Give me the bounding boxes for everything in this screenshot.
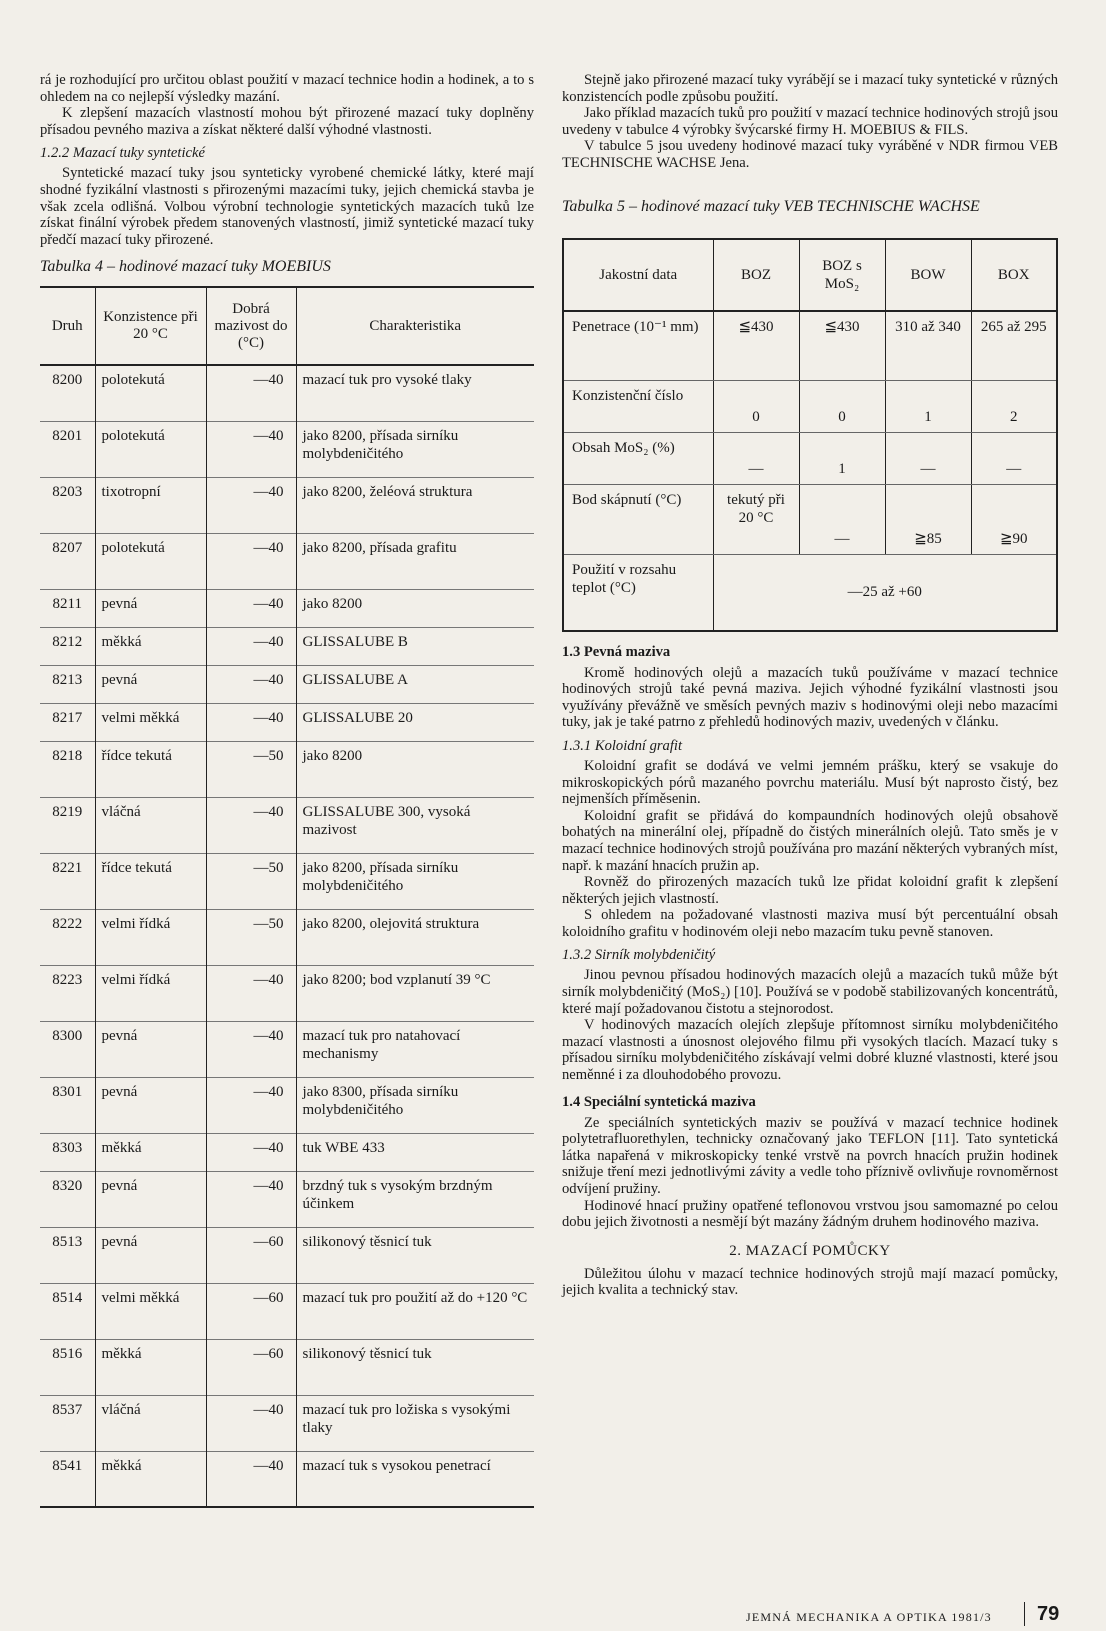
table-cell: jako 8200, přísada sirníku molybdeničitého: [296, 853, 534, 909]
paragraph: Jinou pevnou přísadou hodinových mazacích olejů a mazacích tuků může být sirník molybdeničitý (MoS₂) [10]. Používá se v podobě stabilizovaných koncentrátů, které mají požadovanou čistotu a stejnorodost.: [562, 967, 1058, 1017]
table-cell: silikonový těsnicí tuk: [296, 1339, 534, 1395]
table-cell: 8200: [52, 372, 83, 389]
table-cell: —40: [206, 665, 296, 703]
table-cell: silikonový těsnicí tuk: [296, 1227, 534, 1283]
table-cell: jako 8200, želéová struktura: [296, 477, 534, 533]
table-cell: měkká: [95, 1133, 206, 1171]
table-row: [40, 1021, 534, 1077]
table-header: BOZ: [713, 239, 799, 311]
paragraph: Hodinové hnací pružiny opatřené teflonovou vrstvou jsou samomazné po celou dobu jejich životnosti a nesmějí být mazány žádným druhem hodinového maziva.: [562, 1197, 1058, 1231]
table-4-caption: Tabulka 4 – hodinové mazací tuky MOEBIUS: [40, 258, 331, 276]
table-header: Dobrá mazivost do (°C): [206, 287, 296, 365]
table-cell: —40: [206, 589, 296, 627]
section-heading-1-3-2: 1.3.2 Sirník molybdeničitý: [562, 947, 716, 964]
paragraph: Syntetické mazací tuky jsou synteticky vyrobené chemické látky, které mají shodné fyzikální vlastnosti s přirozenými mazacími tuky, jejich chemická stavba je však zcela odlišná. Volbou výrobní technologie syntetických mazacích tuků lze získat finální výrobek předem stanovených vlastností, jimiž syntetické mazací tuky předčí mazací tuky přirozené.: [40, 165, 534, 248]
table-cell: velmi řídká: [95, 909, 206, 965]
table-cell: jako 8300, přísada sirníku molybdeničitého: [296, 1077, 534, 1133]
table-cell: Obsah MoS₂ (%): [563, 433, 713, 485]
table-row: [40, 1227, 534, 1283]
table-cell: —: [713, 433, 799, 485]
table-cell: 8213: [52, 671, 83, 688]
table-header: Charakteristika: [296, 287, 534, 365]
table-cell: —40: [206, 477, 296, 533]
table-cell: 310 až 340: [885, 311, 971, 381]
table-cell: 8301: [52, 1083, 83, 1100]
table-header: Jakostní data: [563, 239, 713, 311]
table-4-body: [40, 365, 534, 1507]
table-row: [563, 381, 1057, 433]
table-cell: Bod skápnutí (°C): [563, 485, 713, 555]
table-cell: —40: [206, 365, 296, 421]
section-heading-1-3-1: 1.3.1 Koloidní grafit: [562, 737, 683, 754]
table-cell: 2: [971, 381, 1057, 433]
table-cell: Použití v rozsahu teplot (°C): [563, 555, 713, 631]
paragraph: rá je rozhodující pro určitou oblast použití v mazací technice hodin a hodinek, a to s ohledem na co nejlepší výsledky mazání.: [40, 72, 534, 105]
table-cell: 8303: [52, 1139, 83, 1156]
table-cell: pevná: [95, 589, 206, 627]
paragraph: Jako příklad mazacích tuků pro použití v mazací technice hodinových strojů jsou uvedeny v tabulce 4 výrobky švýcarské firmy H. MOEBIUS & FILS.: [562, 105, 1058, 138]
paragraph: V hodinových mazacích olejích zlepšuje přítomnost sirníku molybdeničitého mazací vlastnosti a únosnost olejového filmu při vysokých tlacích. Mazací tuky s přísadou sirníku molybdeničitého získávají velmi dobré kluzné vlastnosti, které jsou neměnné i za dlouhodobého provozu.: [562, 1017, 1058, 1084]
left-column: [40, 72, 534, 1508]
paragraph: Koloidní grafit se dodává ve velmi jemném prášku, který se vsakuje do mikroskopických pórů mazaného povrchu materiálu. Musí být naprosto čistý, bez nejmenších příměsenin.: [562, 757, 1058, 808]
paragraph: Důležitou úlohu v mazací technice hodinových strojů mají mazací pomůcky, jejich kvalita a technický stav.: [562, 1265, 1058, 1299]
table-cell: —60: [206, 1283, 296, 1339]
table-row: [563, 311, 1057, 381]
table-cell: pevná: [95, 1021, 206, 1077]
table-row: [40, 477, 534, 533]
table-cell: jako 8200, olejovitá struktura: [296, 909, 534, 965]
table-cell: 8217: [52, 709, 83, 726]
table-cell: 8541: [52, 1457, 83, 1474]
table-row: [40, 1339, 534, 1395]
table-row: [40, 533, 534, 589]
section-heading-1-4: 1.4 Speciální syntetická maziva: [562, 1093, 756, 1110]
table-row: [40, 1395, 534, 1451]
table-row: [40, 365, 534, 421]
table-cell: 8320: [52, 1177, 83, 1194]
table-cell: 1: [885, 381, 971, 433]
table-cell: 8222: [52, 915, 83, 932]
table-cell: pevná: [95, 1171, 206, 1227]
table-cell: velmi měkká: [95, 1283, 206, 1339]
table-row: [40, 627, 534, 665]
table-cell: 0: [713, 381, 799, 433]
table-cell: —40: [206, 1077, 296, 1133]
table-cell: pevná: [95, 665, 206, 703]
table-cell: 8203: [52, 483, 83, 500]
table-cell: —60: [206, 1227, 296, 1283]
table-cell: ≧90: [971, 485, 1057, 555]
table-row: [40, 965, 534, 1021]
table-row: [40, 1077, 534, 1133]
table-cell: měkká: [95, 1339, 206, 1395]
table-cell: —40: [206, 703, 296, 741]
table-cell: brzdný tuk s vysokým brzdným účinkem: [296, 1171, 534, 1227]
table-cell: jako 8200, přísada grafitu: [296, 533, 534, 589]
table-row: [40, 1133, 534, 1171]
table-cell: ≧85: [885, 485, 971, 555]
table-header: BOZ s MoS₂: [799, 239, 885, 311]
table-cell: 8300: [52, 1027, 83, 1044]
table-cell: měkká: [95, 1451, 206, 1507]
table-row: [40, 1171, 534, 1227]
table-cell: —40: [206, 797, 296, 853]
paragraph: Koloidní grafit se přidává do kompaundních hodinových olejů obsahově bohatých na minerální olej, případně do čistých minerálních olejů. Tato směs je v mazací technice hodinových strojů používána pro mazání některých vybraných míst, např. k mazání hnacích pružin ap.: [562, 807, 1058, 874]
table-5: [562, 238, 1058, 632]
table-cell: —40: [206, 421, 296, 477]
table-cell: 8221: [52, 859, 83, 876]
table-cell: vláčná: [95, 1395, 206, 1451]
table-cell: mazací tuk s vysokou penetrací: [296, 1451, 534, 1507]
paragraph: Kromě hodinových olejů a mazacích tuků používáme v mazací technice hodinových strojů také pevná maziva. Jejich výhodné fyzikální vlastnosti jsou využívány převážně ve směsích pevných maziv s hodinovými oleji nebo mazacími tuky, jak je také patrno z přehledů hodinových maziv, uvedených v článku.: [562, 664, 1058, 731]
table-cell: mazací tuk pro vysoké tlaky: [296, 365, 534, 421]
table-row: [40, 1283, 534, 1339]
table-4: [40, 286, 534, 1508]
table-header: Konzistence při 20 °C: [95, 287, 206, 365]
table-row: [563, 433, 1057, 485]
table-row: [563, 485, 1057, 555]
table-cell: mazací tuk pro použití až do +120 °C: [296, 1283, 534, 1339]
table-cell: velmi řídká: [95, 965, 206, 1021]
table-cell: 8201: [52, 427, 83, 444]
table-cell: —40: [206, 1133, 296, 1171]
table-cell: 8514: [52, 1289, 83, 1306]
table-cell: 8219: [52, 803, 83, 820]
page-number: 79: [1037, 1603, 1060, 1625]
paragraph: Stejně jako přirozené mazací tuky vyrábějí se i mazací tuky syntetické v různých konzistencích podle způsobu použití.: [562, 72, 1058, 105]
table-cell: 8218: [52, 747, 83, 764]
table-row: [40, 665, 534, 703]
table-cell: ≦430: [799, 311, 885, 381]
table-cell: —40: [206, 1395, 296, 1451]
paragraph: Ze speciálních syntetických maziv se používá v mazací technice hodinek polytetrafluorethylen, technicky označovaný jako TEFLON [11]. Tato syntetická látka napařená v mikroskopicky tenké vrstvě na povrch hnacích pružin hodinek snižuje tření mezi jednotlivými závity a vedle toho příznivě ovlivňuje rovnoměrnost odvíjení pružiny.: [562, 1114, 1058, 1197]
table-cell: —60: [206, 1339, 296, 1395]
table-cell: —40: [206, 965, 296, 1021]
table-cell: 8223: [52, 971, 83, 988]
table-header: Druh: [51, 317, 83, 334]
table-header: BOX: [971, 239, 1057, 311]
table-cell: velmi měkká: [95, 703, 206, 741]
table-cell: —50: [206, 741, 296, 797]
footer-divider: [1024, 1602, 1025, 1626]
table-cell: 8212: [52, 633, 83, 650]
table-cell: ≦430: [713, 311, 799, 381]
table-row: [40, 421, 534, 477]
table-cell: —40: [206, 627, 296, 665]
table-cell: pevná: [95, 1077, 206, 1133]
table-cell: Penetrace (10⁻¹ mm): [563, 311, 713, 381]
table-cell: řídce tekutá: [95, 853, 206, 909]
table-cell: —: [799, 485, 885, 555]
table-cell: 8513: [52, 1233, 83, 1250]
table-row: [40, 797, 534, 853]
paragraph: K zlepšení mazacích vlastností mohou být přirozené mazací tuky doplněny přísadou pevného maziva a získat některé další výhodné vlastnosti.: [40, 105, 534, 138]
table-cell: —40: [206, 1021, 296, 1077]
table-5-body: [563, 311, 1057, 555]
table-cell: —50: [206, 909, 296, 965]
table-cell: —: [971, 433, 1057, 485]
table-cell: jako 8200; bod vzplanutí 39 °C: [296, 965, 534, 1021]
table-cell: měkká: [95, 627, 206, 665]
table-cell: —40: [206, 533, 296, 589]
table-cell: —50: [206, 853, 296, 909]
table-cell: polotekutá: [95, 421, 206, 477]
table-cell: —40: [206, 1171, 296, 1227]
table-cell: 8207: [52, 539, 83, 556]
section-heading-1-2-2: 1.2.2 Mazací tuky syntetické: [40, 145, 205, 162]
table-row: [40, 703, 534, 741]
table-row: [40, 853, 534, 909]
table-cell: vláčná: [95, 797, 206, 853]
table-cell: GLISSALUBE 300, vysoká mazivost: [296, 797, 534, 853]
paragraph: S ohledem na požadované vlastnosti maziva musí být percentuální obsah koloidního grafitu v hodinovém oleji nebo mazacím tuku pevně stanoven.: [562, 907, 1058, 940]
table-cell: jako 8200: [296, 741, 534, 797]
table-cell: mazací tuk pro ložiska s vysokými tlaky: [296, 1395, 534, 1451]
table-cell: mazací tuk pro natahovací mechanismy: [296, 1021, 534, 1077]
table-cell: polotekutá: [95, 533, 206, 589]
table-cell: tuk WBE 433: [296, 1133, 534, 1171]
table-row: [40, 909, 534, 965]
table-cell: tekutý při 20 °C: [713, 485, 799, 555]
section-heading-1-3: 1.3 Pevná maziva: [562, 643, 671, 660]
table-row: [40, 589, 534, 627]
table-row: [40, 741, 534, 797]
table-cell: tixotropní: [95, 477, 206, 533]
journal-footer: JEMNÁ MECHANIKA A OPTIKA 1981/3: [746, 1610, 992, 1624]
table-cell: 265 až 295: [971, 311, 1057, 381]
table-cell: Konzistenční číslo: [563, 381, 713, 433]
table-cell: —25 až +60: [713, 555, 1057, 631]
table-cell: —40: [206, 1451, 296, 1507]
table-cell: 8537: [52, 1401, 83, 1418]
table-header: BOW: [885, 239, 971, 311]
table-cell: pevná: [95, 1227, 206, 1283]
table-cell: 8516: [52, 1345, 83, 1362]
right-column: [562, 72, 1058, 1299]
table-cell: jako 8200, přísada sirníku molybdeničitého: [296, 421, 534, 477]
table-cell: GLISSALUBE 20: [296, 703, 534, 741]
table-cell: 8211: [52, 595, 82, 612]
table-cell: —: [885, 433, 971, 485]
paragraph: V tabulce 5 jsou uvedeny hodinové mazací tuky vyráběné v NDR firmou VEB TECHNISCHE WACHSE Jena.: [562, 138, 1058, 171]
chapter-heading-2: 2. MAZACÍ POMŮCKY: [729, 1242, 891, 1259]
table-row: [40, 1451, 534, 1507]
table-cell: 1: [799, 433, 885, 485]
table-cell: polotekutá: [95, 365, 206, 421]
paragraph: Rovněž do přirozených mazacích tuků lze přidat koloidní grafit k zlepšení některých jejich vlastností.: [562, 874, 1058, 907]
table-cell: 0: [799, 381, 885, 433]
table-cell: řídce tekutá: [95, 741, 206, 797]
table-cell: GLISSALUBE B: [296, 627, 534, 665]
table-cell: jako 8200: [296, 589, 534, 627]
table-5-caption: Tabulka 5 – hodinové mazací tuky VEB TECHNISCHE WACHSE: [562, 197, 980, 215]
table-cell: GLISSALUBE A: [296, 665, 534, 703]
